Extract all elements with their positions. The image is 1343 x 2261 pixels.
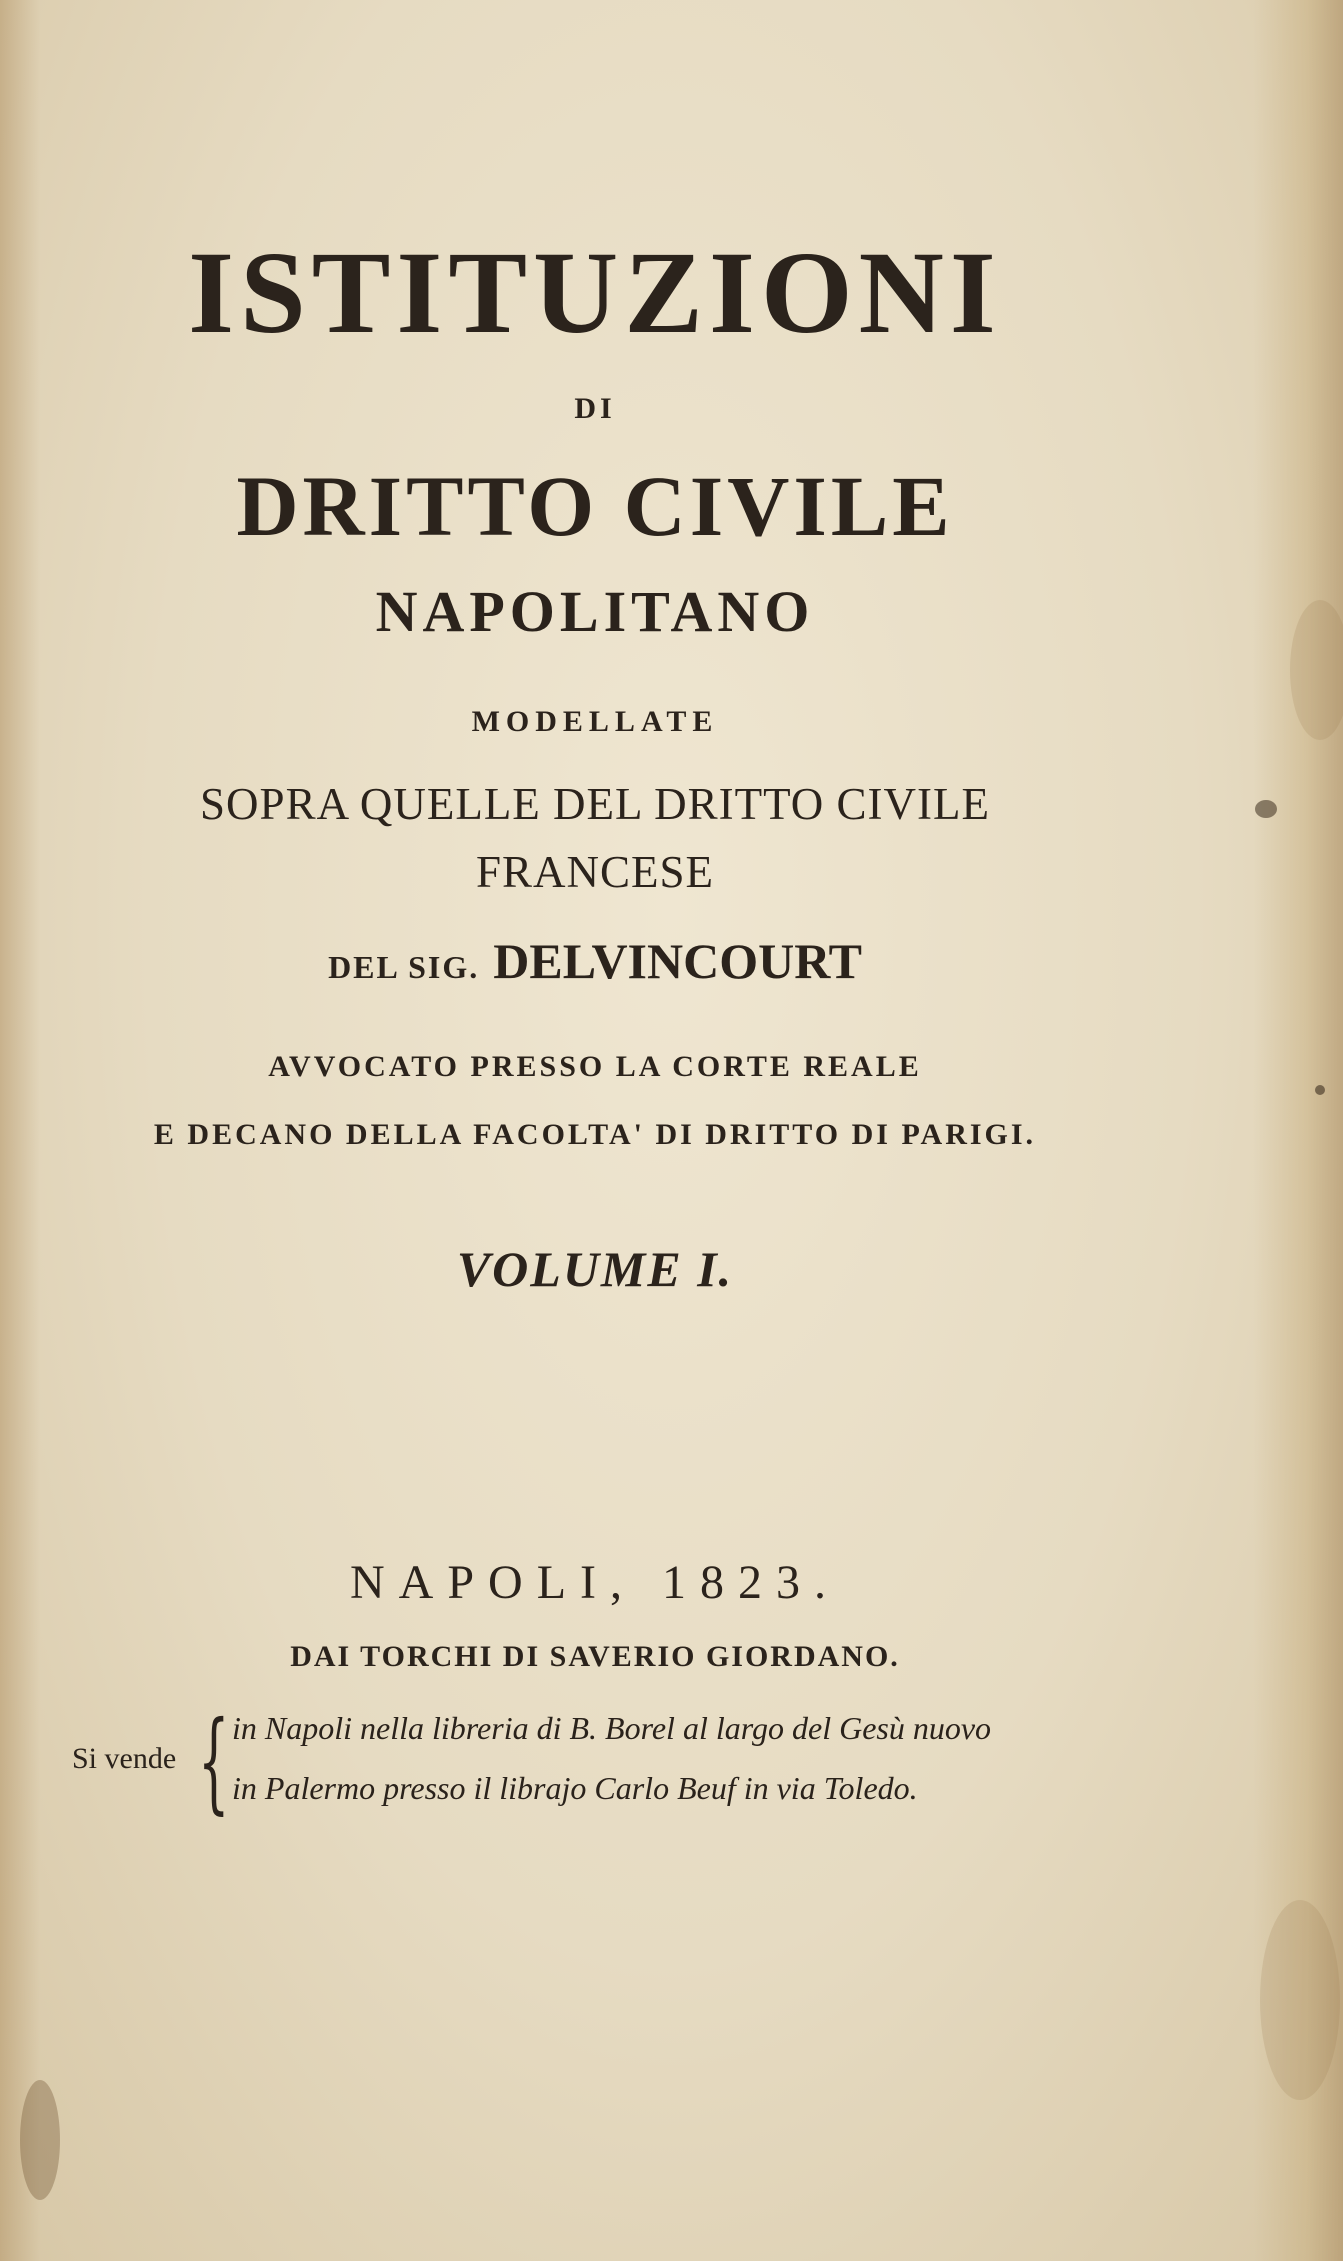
foxing-spot — [1255, 800, 1277, 818]
sold-label: Si vende — [72, 1742, 177, 1775]
author-prefix: DEL SIG. — [328, 949, 480, 985]
author-role-2: E DECANO DELLA FACOLTA' DI DRITTO DI PARIGI. — [153, 1118, 1037, 1151]
title-connector: DI — [574, 392, 616, 425]
brace-glyph: { — [198, 1697, 230, 1825]
subtitle-sopra: SOPRA QUELLE DEL DRITTO CIVILE — [200, 779, 990, 829]
foxing-spot — [1290, 600, 1343, 740]
author-line — [0, 932, 1190, 990]
subject-title: DRITTO CIVILE — [236, 458, 954, 554]
sold-location-palermo: in Palermo presso il librajo Carlo Beuf in via Toledo. — [232, 1770, 918, 1806]
sold-location-napoli: in Napoli nella libreria di B. Borel al largo del Gesù nuovo — [232, 1710, 992, 1746]
imprint-printer: DAI TORCHI DI SAVERIO GIORDANO. — [290, 1640, 900, 1673]
region-title: NAPOLITANO — [375, 579, 815, 644]
foxing-spot — [1315, 1085, 1325, 1095]
imprint-place-date: NAPOLI, 1823. — [350, 1556, 840, 1609]
author-name: DELVINCOURT — [493, 933, 862, 989]
author-role-1: AVVOCATO PRESSO LA CORTE REALE — [268, 1050, 922, 1083]
book-title: ISTITUZIONI — [188, 227, 1002, 358]
subtitle-francese: FRANCESE — [475, 847, 715, 897]
foxing-spot — [20, 2080, 60, 2200]
volume-label: VOLUME I. — [456, 1241, 734, 1297]
subtitle-modellate: MODELLATE — [471, 705, 719, 738]
foxing-spot — [1260, 1900, 1340, 2100]
